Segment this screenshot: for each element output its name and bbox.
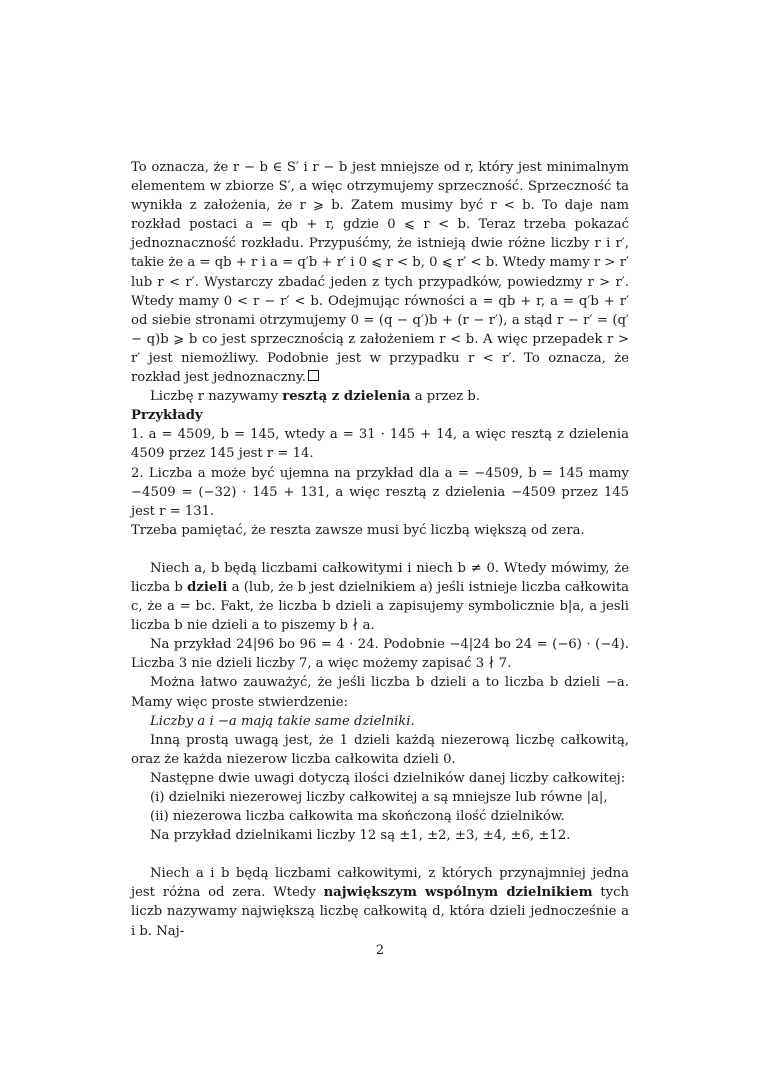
remainder-definition xyxy=(131,387,629,406)
section-gap xyxy=(131,845,629,864)
qed-icon xyxy=(308,370,319,381)
gcd-text-post: tych liczb nazywamy największą liczbę całkowitą d, która dzieli jednocześnie a i b. Naj- xyxy=(131,885,629,939)
note-one: Inną prostą uwagą jest, że 1 dzieli każdą niezerową liczbę całkowitą, oraz że każda niezerow liczba całkowita dzieli 0. xyxy=(131,732,629,767)
proof-text: To oznacza, że r − b ∈ S′ i r − b jest mniejsze od r, który jest minimalnym elementem w zbiorze S′, a więc otrzymujemy sprzeczność. Sprzeczność ta wynikła z założenia, że r ⩾ b. Zatem musimy być r < b. To daje nam rozkład postaci a = qb + r, gdzie 0 ⩽ r < b. Teraz trzeba pokazać jednoznaczność rozkładu. Przypuśćmy, że istnieją dwie różne liczby r i r′, takie że a = qb + r i a = q′b + r′ i 0 ⩽ r < b, 0 ⩽ r′ < b. Wtedy mamy r > r′ lub r < r′. Wystarczy zbadać jeden z tych przypadków, powiedzmy r > r′. Wtedy mamy 0 < r − r′ < b. Odejmując równości a = qb + r, a = q′b + r′ od siebie stronami otrzymujemy 0 = (q − q′)b + (r − r′), a stąd r − r′ = (q′ − q)b ⩾ b co jest sprzecznością z założeniem r < b. A więc przepadek r > r′ jest niemożliwy. Podobnie jest w przypadku r < r′. To oznacza, że rozkład jest jednoznaczny. xyxy=(131,160,629,386)
example-2: 2. Liczba a może być ujemna na przykład dla a = −4509, b = 145 mamy −4509 = (−32) · 145 + 131, a więc resztą z dzielenia −4509 przez 145 jest r = 131. xyxy=(131,465,629,519)
remark-item-i: (i) dzielniki niezerowej liczby całkowitej a są mniejsze lub równe |a|, xyxy=(150,790,608,805)
remainder-text-pre: Liczbę r nazywamy xyxy=(150,389,283,405)
proof-paragraph xyxy=(131,158,629,387)
page-body xyxy=(131,158,629,941)
remainder-text-post: a przez b. xyxy=(410,389,481,405)
gcd-term: największym wspólnym dzielnikiem xyxy=(323,885,593,901)
remainder-term: resztą z dzielenia xyxy=(282,389,411,405)
page-number: 2 xyxy=(375,943,385,958)
divides-term: dzieli xyxy=(187,579,228,595)
reminder-note: Trzeba pamiętać, że reszta zawsze musi być liczbą większą od zera. xyxy=(131,522,585,538)
gcd-text-pre: Niech a i b będą liczbami całkowitymi, z których przynajmniej jedna jest różna od zera. Wtedy xyxy=(131,866,629,901)
divides-text-pre: Niech a, b będą liczbami całkowitymi i niech b ≠ 0. Wtedy mówimy, że liczba b xyxy=(131,560,629,595)
remark-item-ii: (ii) niezerowa liczba całkowita ma skończoną ilość dzielników. xyxy=(150,809,565,825)
divides-example: Na przykład 24|96 bo 96 = 4 · 24. Podobnie −4|24 bo 24 = (−6) · (−4). Liczba 3 nie dzieli liczby 7, a więc możemy zapisać 3 ∤ 7. xyxy=(131,637,629,672)
gcd-definition xyxy=(131,864,629,940)
next-two-remarks: Następne dwie uwagi dotyczą ilości dzielników danej liczby całkowitej: xyxy=(150,770,626,786)
example-1: 1. a = 4509, b = 145, wtedy a = 31 · 145 + 14, a więc resztą z dzielenia 4509 przez 145 jest r = 14. xyxy=(131,427,629,462)
examples-heading: Przykłady xyxy=(131,408,203,424)
section-gap xyxy=(131,540,629,559)
example-12: Na przykład dzielnikami liczby 12 są ±1, ±2, ±3, ±4, ±6, ±12. xyxy=(150,828,571,844)
divides-definition xyxy=(131,559,629,635)
statement: Liczby a i −a mają takie same dzielniki. xyxy=(150,713,415,729)
divides-text-post: a (lub, że b jest dzielnikiem a) jeśli istnieje liczba całkowita c, że a = bc. Fakt, że liczba b dzieli a zapisujemy symbolicznie b|a, a jesli liczba b nie dzieli a to piszemy b ∤ a. xyxy=(131,579,630,634)
easy-note: Można łatwo zauważyć, że jeśli liczba b dzieli a to liczba b dzieli −a. Mamy więc proste stwierdzenie: xyxy=(131,675,629,710)
